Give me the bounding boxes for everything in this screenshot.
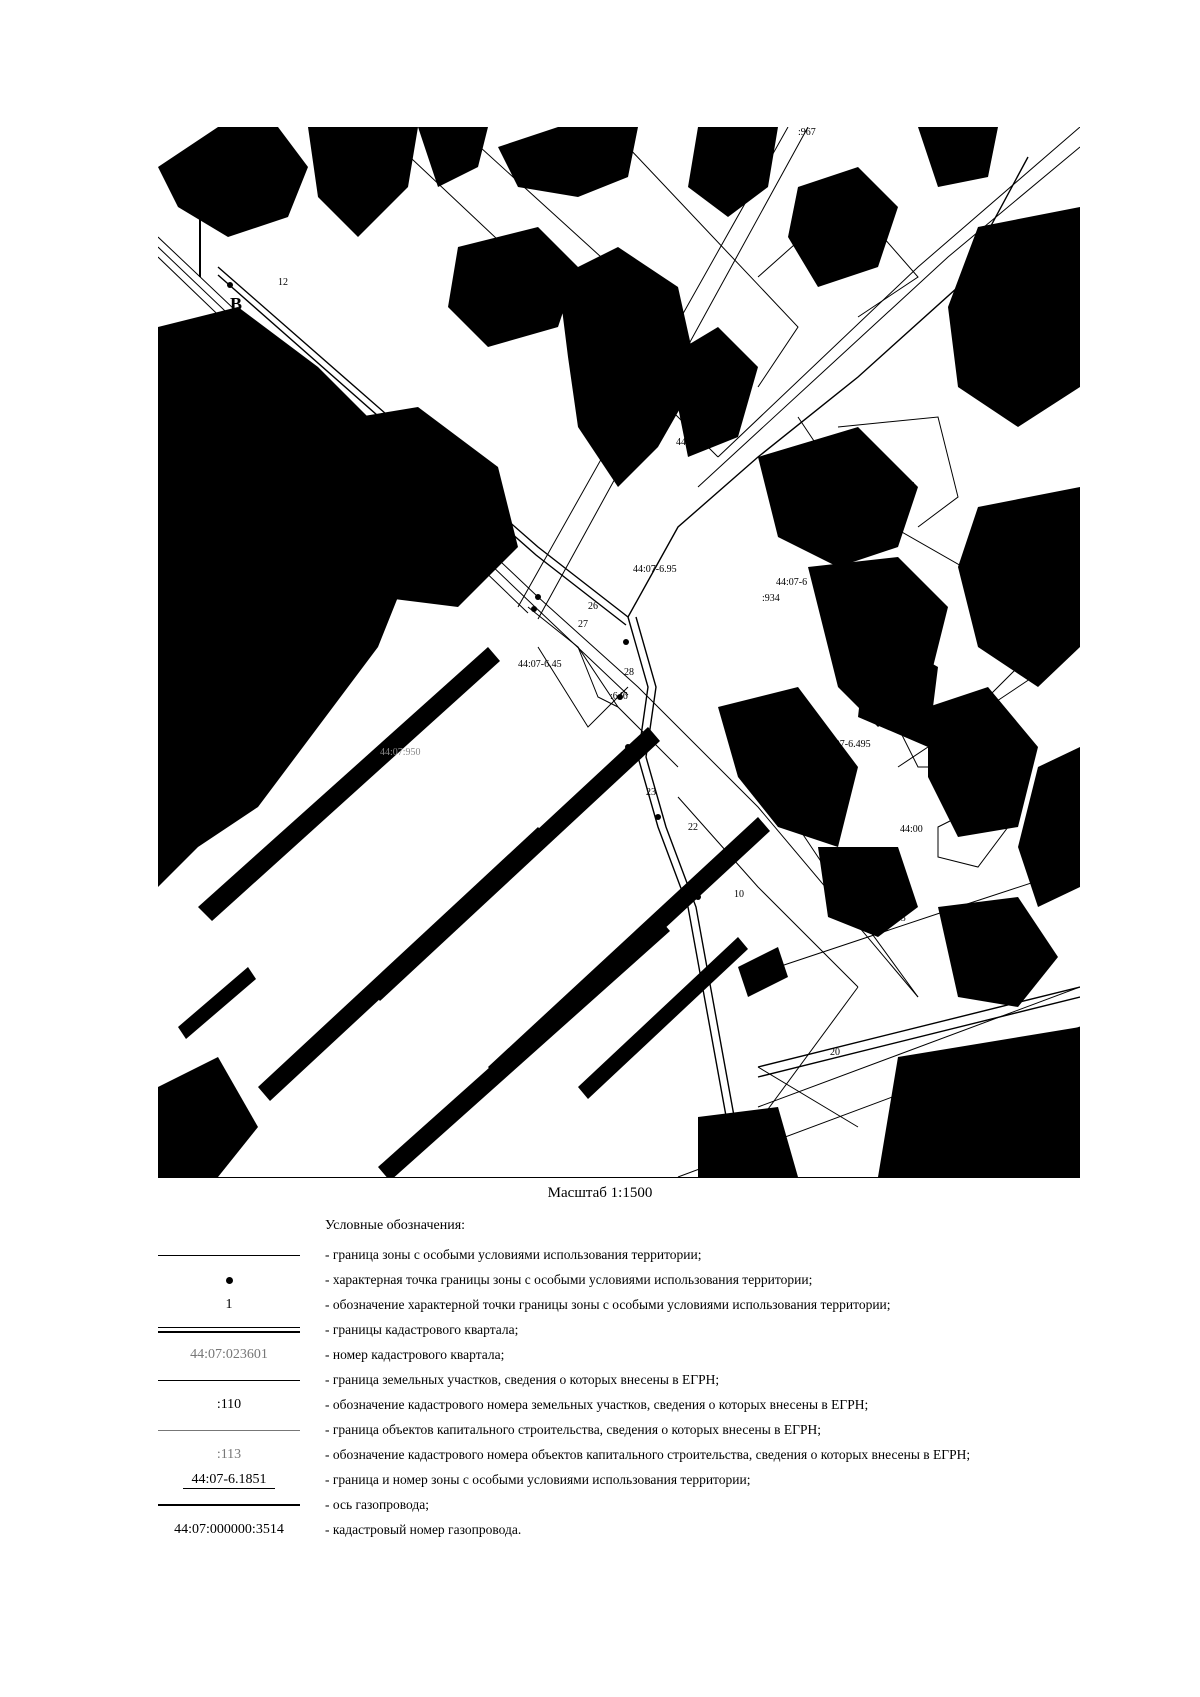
orthophoto-map (158, 127, 1080, 1178)
legend-text: - кадастровый номер газопровода. (325, 1522, 522, 1537)
point-10: 10 (734, 889, 744, 900)
zone-number-sample: 44:07-6.1851 (183, 1472, 274, 1489)
legend-symbol-point-number: 1 (225, 1297, 233, 1312)
legend-text: - граница и номер зоны с особыми условиями использования территории; (325, 1472, 751, 1487)
legend-text: - обозначение кадастрового номера земельных участков, сведения о которых внесены в ЕГРН; (325, 1397, 869, 1412)
legend-symbol-gas-axis (158, 1494, 300, 1516)
label-44-00: 44:00 (900, 824, 923, 835)
label-934: :934 (762, 593, 780, 604)
legend-item (0, 1494, 1200, 1516)
legend-symbol-building-number: :113 (216, 1447, 242, 1462)
legend-text: - ось газопровода; (325, 1497, 429, 1512)
legend-symbol-gas-number: 44:07:000000:3514 (174, 1522, 284, 1537)
legend-text: - обозначение характерной точки границы зоны с особыми условиями использования территории; (325, 1297, 891, 1312)
legend-item (0, 1244, 1200, 1266)
legend-item (0, 1394, 1200, 1416)
point-22: 22 (688, 822, 698, 833)
map-canvas (158, 127, 1080, 1177)
legend-symbol-quarter-boundary (158, 1319, 300, 1341)
legend-text: - граница объектов капитального строительства, сведения о которых внесены в ЕГРН; (325, 1422, 821, 1437)
point-23: 23 (646, 787, 656, 798)
legend-text: - граница зоны с особыми условиями использования территории; (325, 1247, 702, 1262)
label-6-495: 44:07-6.495 (822, 739, 871, 750)
point-20: 20 (830, 1047, 840, 1058)
label-6-45: 44:07-6.45 (518, 659, 562, 670)
label-967: :967 (798, 127, 816, 138)
point-12: 12 (278, 277, 288, 288)
legend-item (0, 1294, 1200, 1316)
legend-symbol-parcel-boundary (158, 1369, 300, 1391)
legend-title: Условные обозначения: (325, 1218, 466, 1233)
legend-item (0, 1469, 1200, 1491)
label-374: :374 (848, 459, 866, 470)
label-930: :930 (1012, 629, 1030, 640)
legend-item (0, 1519, 1200, 1541)
legend-symbol-zone-boundary (158, 1244, 300, 1266)
label-44-07-q1: 44:07: (676, 437, 702, 448)
map-scale: Масштаб 1:1500 (547, 1185, 653, 1201)
legend-item (0, 1444, 1200, 1466)
legend-text: - характерная точка границы зоны с особыми условиями использования территории; (325, 1272, 813, 1287)
legend-text: - обозначение кадастрового номера объектов капитального строительства, сведения о которых внесены в ЕГРН; (325, 1447, 971, 1462)
vegetation-masses (158, 127, 1080, 1177)
legend-symbol-zone-number (158, 1469, 300, 1491)
legend-symbol-point (158, 1269, 300, 1291)
legend-text: - номер кадастрового квартала; (325, 1347, 505, 1362)
label-82: :82 (1044, 839, 1057, 850)
legend-item (0, 1344, 1200, 1366)
legend-text: - границы кадастрового квартала; (325, 1322, 519, 1337)
label-zone950: 44:07:950 (380, 747, 421, 758)
label-952: 44:0 6.952 (858, 504, 901, 515)
legend-item (0, 1369, 1200, 1391)
label-646: :646 (610, 691, 628, 702)
legend-text: - граница земельных участков, сведения о которых внесены в ЕГРН; (325, 1372, 720, 1387)
point-26: 26 (588, 601, 598, 612)
point-14: 14 (998, 916, 1008, 927)
label-6-95: 44:07-6.95 (633, 564, 677, 575)
point-dot-icon (226, 1277, 233, 1284)
legend-symbol-parcel-number: :110 (216, 1397, 242, 1412)
legend-item (0, 1269, 1200, 1291)
legend-symbol-building-boundary (158, 1419, 300, 1441)
legend-item (0, 1319, 1200, 1341)
label-97: :97 (882, 209, 895, 220)
legend-symbol-quarter-number: 44:07:023601 (190, 1347, 268, 1362)
label-521: :521 (898, 481, 916, 492)
point-27: 27 (578, 619, 588, 630)
label-895: :895 (888, 913, 906, 924)
label-44-07-6: 44:07-6 (776, 577, 808, 588)
point-28: 28 (624, 667, 634, 678)
point-b-label: B (230, 294, 243, 314)
legend-item (0, 1419, 1200, 1441)
